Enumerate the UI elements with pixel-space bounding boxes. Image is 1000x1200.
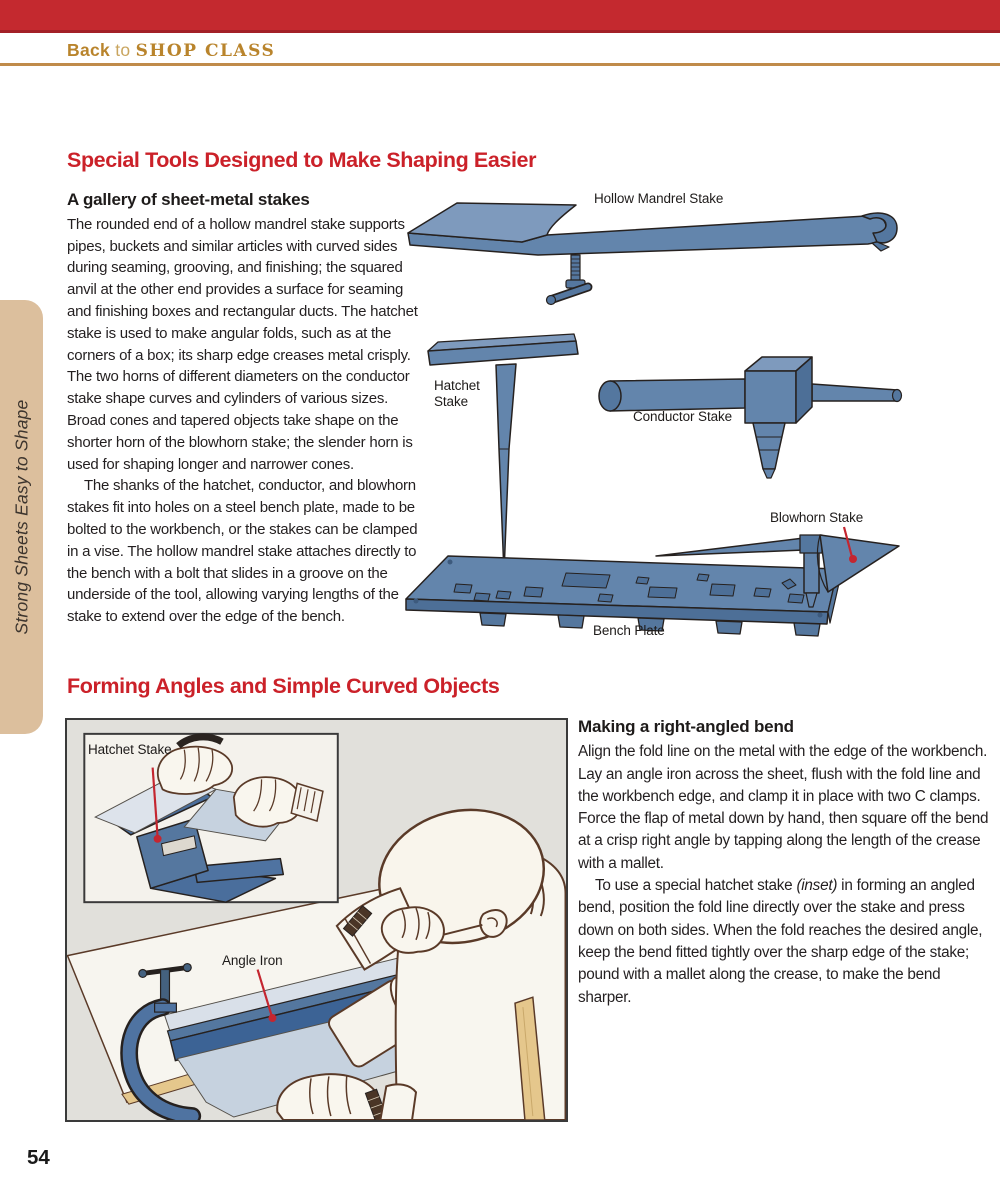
hollow-mandrel-label: Hollow Mandrel Stake — [594, 191, 724, 206]
forming-subheading: Making a right-angled bend — [578, 717, 794, 736]
masthead-to: to — [115, 40, 131, 60]
gallery-hatchet-label: Hatchet Stake — [434, 378, 480, 409]
inset-drawing — [84, 734, 337, 902]
tools-text-column — [67, 189, 424, 628]
tools-paragraph-2: The shanks of the hatchet, conductor, and blowhorn stakes fit into holes on a steel bench plate, made to be bolted to the workbench, or the stakes can be clamped in a vise. The hollow mandrel stake attaches directly to the bench with a bolt that slides in a groove on the underside of the tool, allowing varying lengths of the stake to extend over the edge of the bench. — [67, 477, 418, 626]
masthead — [67, 40, 275, 61]
bench-plate-label: Bench Plate — [593, 623, 665, 638]
angle-iron-label: Angle Iron — [222, 953, 283, 968]
forming-text-column — [578, 716, 990, 1009]
bending-scene-drawing — [67, 720, 566, 1120]
tools-subheading: A gallery of sheet-metal stakes — [67, 190, 310, 209]
section-forming-heading: Forming Angles and Simple Curved Objects — [67, 674, 500, 698]
sidebar-tab — [0, 300, 43, 734]
conductor-label: Conductor Stake — [633, 409, 733, 424]
inset-hatchet-stake-label: Hatchet Stake — [88, 742, 172, 757]
tools-paragraph-1: The rounded end of a hollow mandrel stake supports pipes, buckets and similar articles with curved sides during seaming, grooving, and finishing; the squared anvil at the other end provides a surface for seaming and finishing boxes and rectangular ducts. The hatchet stake is used to make angular folds, such as at the corners of a box; its sharp edge creases metal crisply. The two horns of different diameters on the conductor stake shape curves and cylinders of various sizes. Broad cones and tapered objects take shape on the shorter horn of the blowhorn stake; the slender horn is used for shaping longer and narrower cones. — [67, 215, 418, 473]
masthead-brand: SHOP CLASS — [135, 41, 276, 61]
hollow-mandrel-stake-drawing — [408, 203, 897, 305]
forming-paragraph-1: Align the fold line on the metal with the edge of the workbench. Lay an angle iron across the sheet, flush with the fold line and the workbench edge, and clamp it in place with two C clamps. Force the flap of metal down by hand, then square off the bend at a crisp right angle by tapping along the length of the crease with a mallet. — [578, 743, 989, 872]
gold-rule — [0, 63, 1000, 66]
page-number: 54 — [27, 1146, 50, 1169]
blowhorn-label: Blowhorn Stake — [770, 510, 864, 525]
section-tools-heading: Special Tools Designed to Make Shaping Easier — [67, 148, 537, 172]
masthead-back: Back — [67, 40, 111, 60]
forming-paragraph-2: To use a special hatchet stake (inset) in forming an angled bend, position the fold line directly over the stake and press down on both sides. When the fold reaches the desired angle, keep the bend fitted tightly over the sharp edge of the stake; pound with a mallet along the crease, to make the bend sharper. — [578, 877, 983, 1006]
hatchet-stake-drawing — [428, 334, 578, 573]
sidebar-tab-label: Strong Sheets Easy to Shape — [11, 399, 31, 635]
bending-scene-illustration — [65, 718, 568, 1122]
top-banner — [0, 0, 1000, 33]
